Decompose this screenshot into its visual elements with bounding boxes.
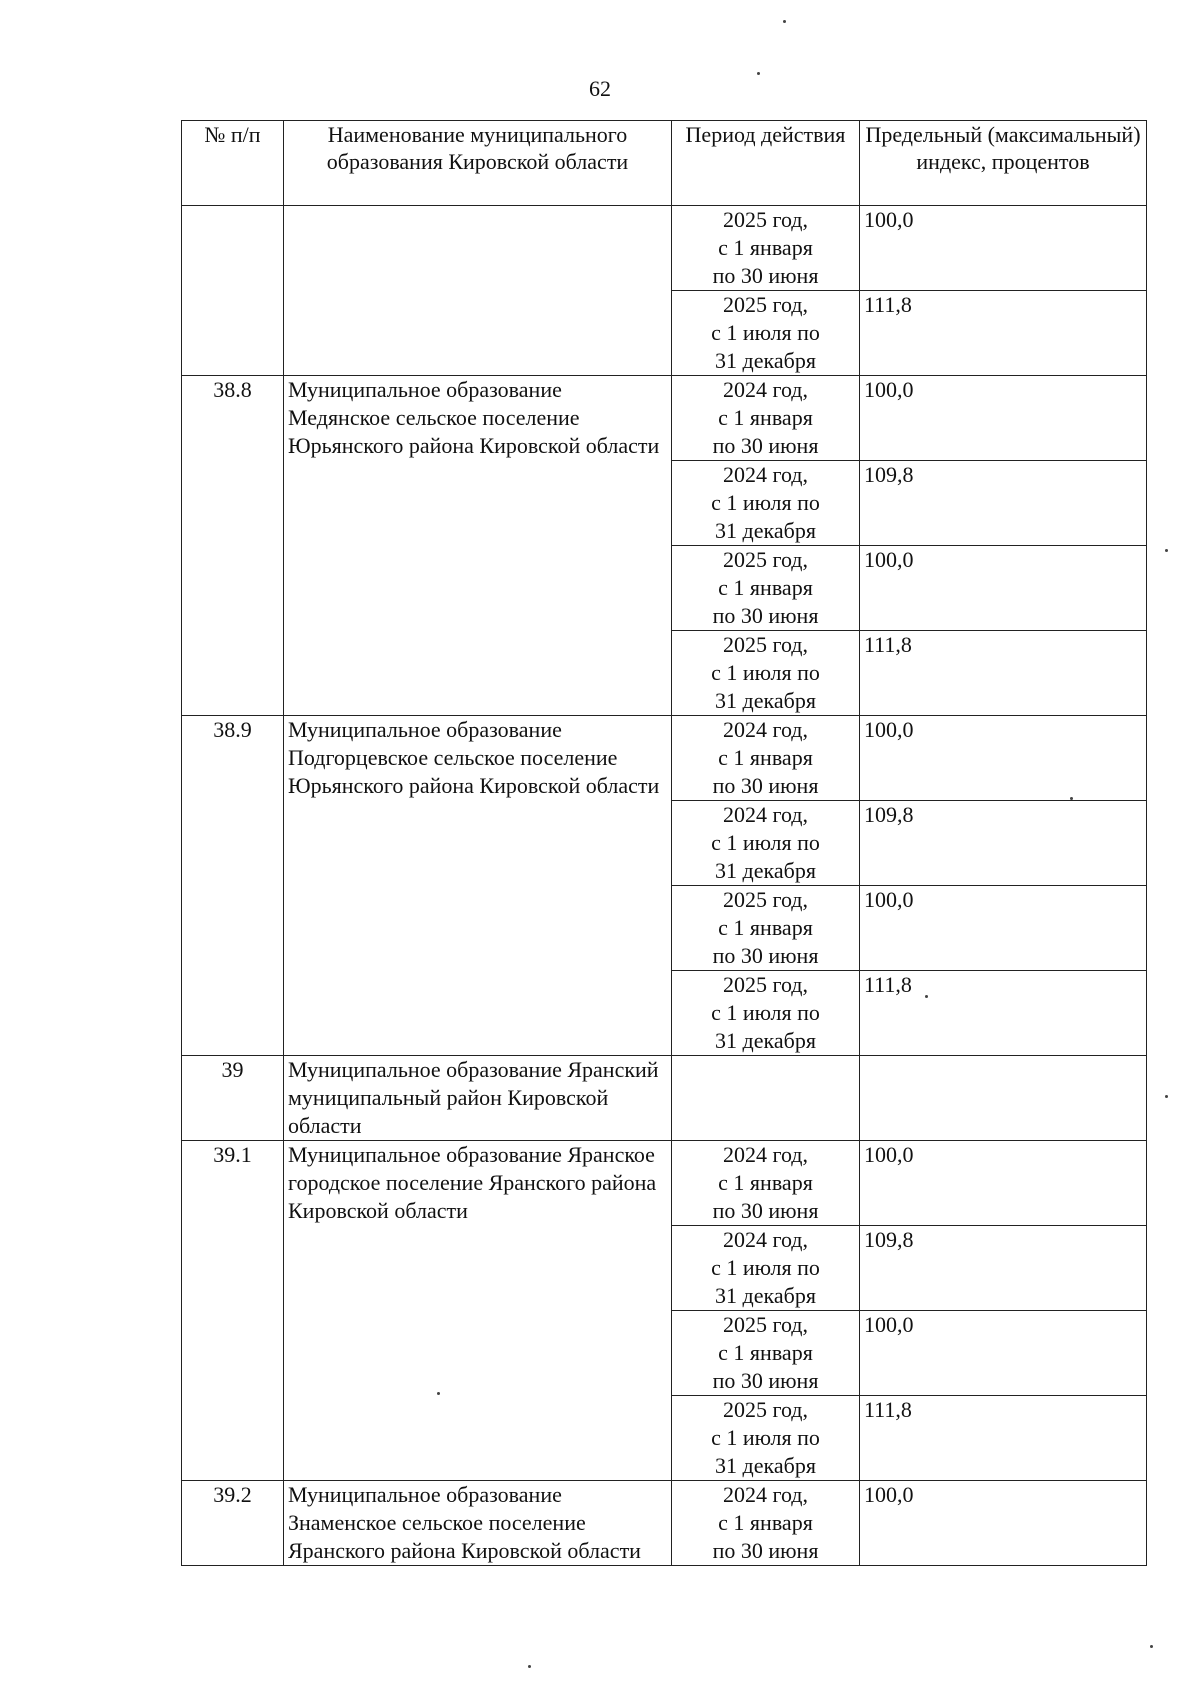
period-line: 2025 год, bbox=[722, 1312, 809, 1337]
period-line: с 1 января bbox=[718, 915, 813, 940]
period-cell bbox=[672, 1481, 860, 1566]
index-value: 111,8 bbox=[860, 631, 1147, 716]
table-body bbox=[182, 206, 1147, 1566]
period-line: с 1 января bbox=[718, 1510, 813, 1535]
period-line: 31 декабря bbox=[715, 1283, 816, 1308]
period-line: по 30 июня bbox=[712, 1198, 819, 1223]
period-line: 2025 год, bbox=[722, 207, 809, 232]
row-number: 39.1 bbox=[182, 1141, 284, 1481]
index-value: 100,0 bbox=[860, 376, 1147, 461]
period-line: с 1 января bbox=[718, 745, 813, 770]
period-line: с 1 января bbox=[718, 1170, 813, 1195]
period-cell bbox=[672, 801, 860, 886]
period-line: 31 декабря bbox=[715, 518, 816, 543]
table-row bbox=[182, 376, 1147, 461]
period-line: с 1 июля по bbox=[711, 320, 820, 345]
index-value: 111,8 bbox=[860, 1396, 1147, 1481]
period-line: 31 декабря bbox=[715, 348, 816, 373]
period-line: 2024 год, bbox=[722, 717, 809, 742]
period-line: 2025 год, bbox=[722, 887, 809, 912]
scan-speck bbox=[1070, 797, 1073, 800]
period-line: по 30 июня bbox=[712, 943, 819, 968]
tariff-index-table bbox=[181, 120, 1147, 1566]
period-line: по 30 июня bbox=[712, 603, 819, 628]
scan-speck bbox=[757, 72, 760, 75]
period-line: 31 декабря bbox=[715, 1453, 816, 1478]
row-number bbox=[182, 206, 284, 376]
period-cell bbox=[672, 206, 860, 291]
period-cell bbox=[672, 291, 860, 376]
scan-speck bbox=[1150, 1645, 1153, 1648]
period-line: 2024 год, bbox=[722, 802, 809, 827]
row-number: 39 bbox=[182, 1056, 284, 1141]
municipality-name bbox=[284, 206, 672, 376]
index-value: 100,0 bbox=[860, 1481, 1147, 1566]
period-line: с 1 июля по bbox=[711, 830, 820, 855]
index-value bbox=[860, 1056, 1147, 1141]
period-line: 2024 год, bbox=[722, 377, 809, 402]
period-line: 2025 год, bbox=[722, 547, 809, 572]
period-cell bbox=[672, 971, 860, 1056]
period-cell bbox=[672, 1311, 860, 1396]
period-cell bbox=[672, 1056, 860, 1141]
index-value: 109,8 bbox=[860, 801, 1147, 886]
municipality-name: Муниципальное образование Медянское сельское поселение Юрьянского района Кировской области bbox=[284, 376, 672, 716]
period-line: 31 декабря bbox=[715, 1028, 816, 1053]
header-name: Наименование муниципального образования Кировской области bbox=[284, 121, 672, 206]
municipality-name: Муниципальное образование Подгорцевское сельское поселение Юрьянского района Кировской области bbox=[284, 716, 672, 1056]
scan-speck bbox=[925, 995, 928, 998]
table-row bbox=[182, 1481, 1147, 1566]
index-value: 100,0 bbox=[860, 716, 1147, 801]
header-index: Предельный (максимальный) индекс, процентов bbox=[860, 121, 1147, 206]
period-line: 31 декабря bbox=[715, 858, 816, 883]
scan-speck bbox=[783, 20, 786, 23]
period-line: 2025 год, bbox=[722, 1397, 809, 1422]
municipality-name: Муниципальное образование Знаменское сельское поселение Яранского района Кировской области bbox=[284, 1481, 672, 1566]
row-number: 39.2 bbox=[182, 1481, 284, 1566]
period-line: 2025 год, bbox=[722, 632, 809, 657]
table-row bbox=[182, 206, 1147, 291]
index-value: 100,0 bbox=[860, 206, 1147, 291]
period-cell bbox=[672, 461, 860, 546]
period-line: с 1 января bbox=[718, 1340, 813, 1365]
period-cell bbox=[672, 376, 860, 461]
period-line: 2025 год, bbox=[722, 972, 809, 997]
period-cell bbox=[672, 546, 860, 631]
period-line: с 1 июля по bbox=[711, 1425, 820, 1450]
period-line: по 30 июня bbox=[712, 433, 819, 458]
index-value: 100,0 bbox=[860, 1311, 1147, 1396]
period-line: с 1 января bbox=[718, 235, 813, 260]
table-row bbox=[182, 1141, 1147, 1226]
index-value: 109,8 bbox=[860, 461, 1147, 546]
row-number: 38.9 bbox=[182, 716, 284, 1056]
index-value: 100,0 bbox=[860, 1141, 1147, 1226]
header-period: Период действия bbox=[672, 121, 860, 206]
period-cell bbox=[672, 1396, 860, 1481]
index-value: 111,8 bbox=[860, 971, 1147, 1056]
period-line: с 1 июля по bbox=[711, 1000, 820, 1025]
period-line: с 1 июля по bbox=[711, 660, 820, 685]
period-line: 2024 год, bbox=[722, 1482, 809, 1507]
period-line: с 1 июля по bbox=[711, 1255, 820, 1280]
index-value: 111,8 bbox=[860, 291, 1147, 376]
period-line: 2024 год, bbox=[722, 1227, 809, 1252]
period-line: по 30 июня bbox=[712, 263, 819, 288]
period-cell bbox=[672, 886, 860, 971]
period-line: по 30 июня bbox=[712, 773, 819, 798]
period-line: 31 декабря bbox=[715, 688, 816, 713]
index-value: 100,0 bbox=[860, 546, 1147, 631]
period-cell bbox=[672, 631, 860, 716]
table-header-row bbox=[182, 121, 1147, 206]
scan-speck bbox=[528, 1665, 531, 1668]
page-number: 62 bbox=[589, 76, 611, 101]
table-row bbox=[182, 716, 1147, 801]
header-num: № п/п bbox=[182, 121, 284, 206]
period-line: с 1 января bbox=[718, 405, 813, 430]
municipality-name: Муниципальное образование Яранское городское поселение Яранского района Кировской области bbox=[284, 1141, 672, 1481]
table-row bbox=[182, 1056, 1147, 1141]
period-cell bbox=[672, 1141, 860, 1226]
period-line: по 30 июня bbox=[712, 1368, 819, 1393]
index-value: 100,0 bbox=[860, 886, 1147, 971]
scan-speck bbox=[1165, 1095, 1168, 1098]
scan-speck bbox=[437, 1392, 440, 1395]
period-line: с 1 января bbox=[718, 575, 813, 600]
period-line: с 1 июля по bbox=[711, 490, 820, 515]
period-line: 2024 год, bbox=[722, 462, 809, 487]
period-line: 2025 год, bbox=[722, 292, 809, 317]
period-cell bbox=[672, 716, 860, 801]
index-value: 109,8 bbox=[860, 1226, 1147, 1311]
row-number: 38.8 bbox=[182, 376, 284, 716]
period-line: 2024 год, bbox=[722, 1142, 809, 1167]
municipality-name: Муниципальное образование Яранский муниципальный район Кировской области bbox=[284, 1056, 672, 1141]
scan-speck bbox=[1165, 549, 1168, 552]
period-line: по 30 июня bbox=[712, 1538, 819, 1563]
period-cell bbox=[672, 1226, 860, 1311]
